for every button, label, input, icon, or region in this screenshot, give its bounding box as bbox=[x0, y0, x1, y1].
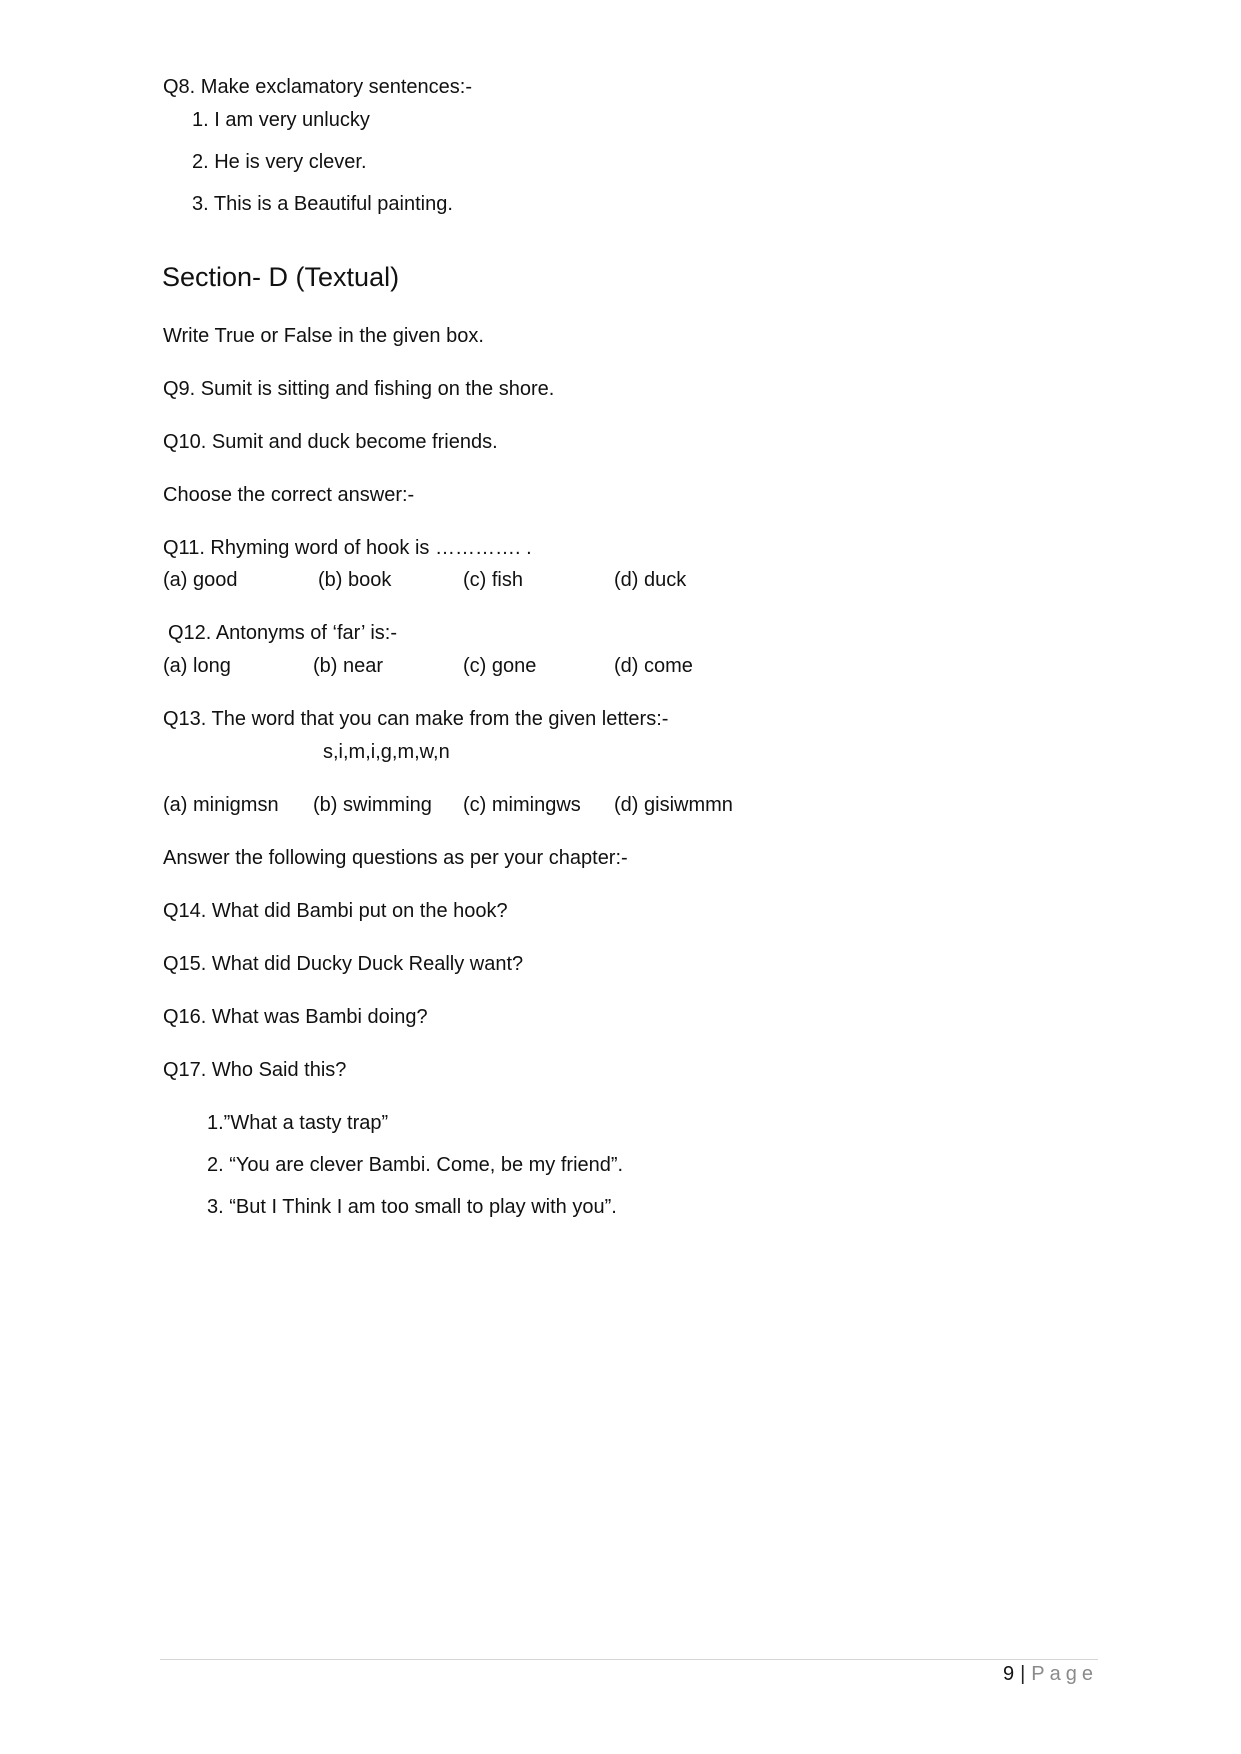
q8-item-1: 1. I am very unlucky bbox=[192, 109, 370, 131]
q11-option-c: (c) fish bbox=[463, 569, 523, 591]
q11-prompt: Q11. Rhyming word of hook is …………. . bbox=[163, 537, 532, 559]
mcq-instruction: Choose the correct answer:- bbox=[163, 484, 415, 506]
page-footer bbox=[1003, 1662, 1098, 1686]
true-false-instruction: Write True or False in the given box. bbox=[163, 325, 484, 347]
footer-separator: | bbox=[1020, 1663, 1026, 1685]
q8-item-2: 2. He is very clever. bbox=[192, 151, 367, 173]
q8-item-3: 3. This is a Beautiful painting. bbox=[192, 193, 453, 215]
q17-prompt: Q17. Who Said this? bbox=[163, 1059, 347, 1081]
short-answer-instruction: Answer the following questions as per your chapter:- bbox=[163, 847, 628, 869]
q13-prompt: Q13. The word that you can make from the given letters:- bbox=[163, 708, 669, 730]
q12-option-b: (b) near bbox=[313, 655, 384, 677]
q17-item-1: 1.”What a tasty trap” bbox=[207, 1112, 389, 1134]
q17-item-3: 3. “But I Think I am too small to play with you”. bbox=[207, 1196, 617, 1218]
footer-divider bbox=[160, 1659, 1098, 1660]
q13-option-b: (b) swimming bbox=[313, 794, 432, 816]
page-number: 9 bbox=[1002, 1663, 1015, 1685]
page-label: Page bbox=[1031, 1663, 1098, 1685]
q13-option-d: (d) gisiwmmn bbox=[614, 794, 733, 816]
q11-option-a: (a) good bbox=[163, 569, 238, 591]
section-title: Section- D (Textual) bbox=[162, 262, 400, 292]
q16-text: Q16. What was Bambi doing? bbox=[163, 1006, 428, 1028]
q12-prompt: Q12. Antonyms of ‘far’ is:- bbox=[168, 622, 397, 644]
q8-prompt: Q8. Make exclamatory sentences:- bbox=[163, 76, 473, 98]
q10-text: Q10. Sumit and duck become friends. bbox=[163, 431, 498, 453]
q12-option-c: (c) gone bbox=[463, 655, 537, 677]
q15-text: Q15. What did Ducky Duck Really want? bbox=[163, 953, 524, 975]
q14-text: Q14. What did Bambi put on the hook? bbox=[163, 900, 508, 922]
q11-option-d: (d) duck bbox=[614, 569, 687, 591]
q13-option-c: (c) mimingws bbox=[463, 794, 581, 816]
q13-letters: s,i,m,i,g,m,w,n bbox=[323, 741, 450, 763]
q9-text: Q9. Sumit is sitting and fishing on the shore. bbox=[163, 378, 555, 400]
q12-option-d: (d) come bbox=[614, 655, 693, 677]
q13-option-a: (a) minigmsn bbox=[163, 794, 279, 816]
q17-item-2: 2. “You are clever Bambi. Come, be my friend”. bbox=[207, 1154, 624, 1176]
q11-option-b: (b) book bbox=[318, 569, 392, 591]
q12-option-a: (a) long bbox=[163, 655, 231, 677]
